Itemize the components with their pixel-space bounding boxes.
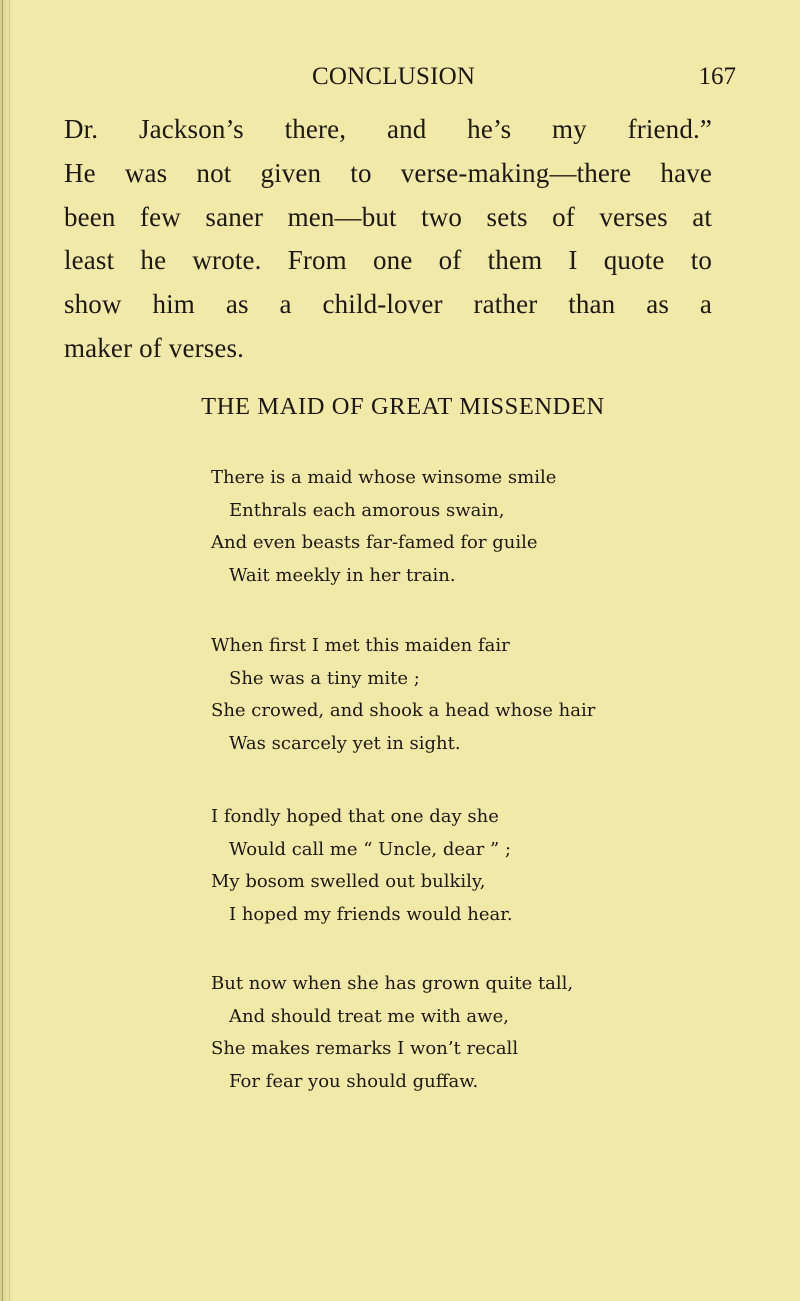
poem-stanza bbox=[211, 630, 711, 760]
poem-line: My bosom swelled out bulkily, bbox=[211, 871, 486, 892]
poem-line: And should treat me with awe, bbox=[229, 1005, 509, 1027]
prose-line: least he wrote. From one of them I quote to bbox=[64, 245, 712, 276]
page-gutter-edge bbox=[0, 0, 14, 1301]
poem-line: She was a tiny mite ; bbox=[229, 667, 420, 689]
gutter-line bbox=[2, 0, 3, 1301]
poem-line: She crowed, and shook a head whose hair bbox=[211, 700, 596, 721]
poem-line: Enthrals each amorous swain, bbox=[229, 499, 505, 521]
poem-stanza bbox=[211, 462, 711, 592]
prose-line: He was not given to verse-making—there have bbox=[64, 157, 712, 188]
running-head bbox=[64, 60, 736, 100]
poem-line: Would call me “ Uncle, dear ” ; bbox=[229, 838, 512, 860]
poem-line: And even beasts far-famed for guile bbox=[211, 532, 538, 553]
page-number: 167 bbox=[698, 63, 736, 90]
poem-line: I hoped my friends would hear. bbox=[229, 903, 513, 925]
poem-line: But now when she has grown quite tall, bbox=[211, 973, 574, 994]
poem-line: There is a maid whose winsome smile bbox=[211, 467, 557, 488]
gutter-shadow-line bbox=[9, 0, 10, 1301]
poem-line: Wait meekly in her train. bbox=[229, 564, 456, 586]
poem-line: Was scarcely yet in sight. bbox=[229, 732, 461, 754]
poem-line: When first I met this maiden fair bbox=[211, 635, 510, 656]
prose-line: maker of verses. bbox=[64, 332, 245, 363]
prose-paragraph bbox=[64, 108, 712, 371]
poem-line: She makes remarks I won’t recall bbox=[211, 1038, 519, 1059]
running-head-title: CONCLUSION bbox=[312, 63, 476, 90]
poem-stanza bbox=[211, 968, 711, 1098]
prose-line: been few saner men—but two sets of verses at bbox=[64, 201, 712, 232]
poem-title: THE MAID OF GREAT MISSENDEN bbox=[201, 393, 605, 420]
poem-line: I fondly hoped that one day she bbox=[211, 806, 499, 827]
poem-line: For fear you should guffaw. bbox=[229, 1070, 479, 1092]
poem-stanza bbox=[211, 801, 711, 931]
prose-line: show him as a child-lover rather than as a bbox=[64, 289, 712, 320]
prose-line: Dr. Jackson’s there, and he’s my friend.” bbox=[64, 114, 712, 144]
